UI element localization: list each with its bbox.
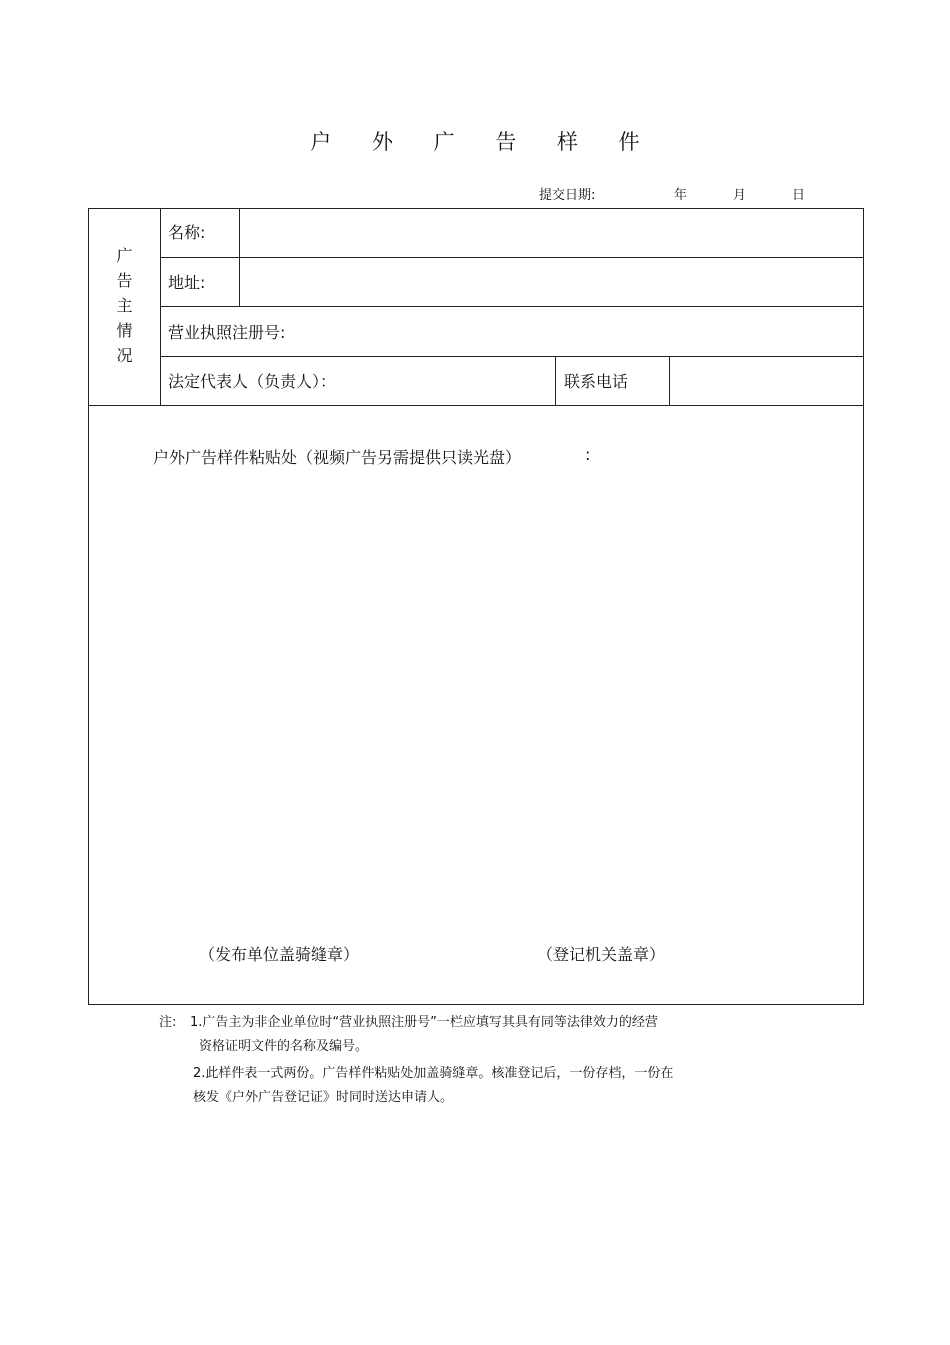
phone-divider-right (669, 356, 670, 405)
section-divider-vertical (160, 209, 161, 405)
license-number-label: 营业执照注册号: (168, 323, 286, 342)
note-1-line-1: 1.广告主为非企业单位时“营业执照注册号”一栏应填写其具有同等法律效力的经营 (190, 1015, 658, 1030)
phone-divider-left (555, 356, 556, 405)
row-divider-2 (160, 306, 863, 307)
document-title: 户 外 广 告 样 件 (310, 130, 657, 154)
legal-representative-label: 法定代表人（负责人）： (168, 372, 337, 391)
address-label: 地址: (168, 273, 206, 292)
submit-date-month: 月 (733, 188, 747, 203)
note-2-line-2: 核发《户外广告登记证》时同时送达申请人。 (193, 1090, 454, 1105)
label-divider-vertical (239, 209, 240, 307)
row-divider-1 (160, 257, 863, 258)
advertiser-section-label (89, 243, 160, 368)
publisher-seal-label: （发布单位盖骑缝章） (199, 945, 360, 964)
sample-paste-label: 户外广告样件粘贴处（视频广告另需提供只读光盘） (153, 448, 522, 467)
section-divider-horizontal (89, 405, 863, 406)
name-label: 名称: (168, 223, 206, 242)
row-divider-3 (160, 356, 863, 357)
name-field[interactable] (241, 211, 861, 255)
advertiser-label-char: 广 (116, 246, 133, 265)
legal-representative-field[interactable] (364, 359, 553, 403)
note-1-line-2: 资格证明文件的名称及编号。 (199, 1039, 369, 1054)
advertiser-label-char: 情 (116, 321, 133, 340)
sample-paste-colon: : (585, 445, 591, 464)
ad-sample-form (88, 208, 864, 1005)
notes-prefix: 注: (159, 1015, 177, 1030)
license-number-field[interactable] (304, 309, 860, 353)
advertiser-label-char: 况 (116, 346, 133, 365)
note-2-line-1: 2.此样件表一式两份。广告样件粘贴处加盖骑缝章。核准登记后，一份存档，一份在 (193, 1066, 674, 1081)
registry-seal-label: （登记机关盖章） (537, 945, 666, 964)
advertiser-label-char: 主 (116, 296, 133, 315)
phone-field[interactable] (671, 359, 861, 403)
sample-paste-area[interactable] (90, 474, 862, 934)
address-field[interactable] (241, 260, 861, 304)
submit-date-day: 日 (792, 188, 806, 203)
submit-date-year: 年 (674, 188, 688, 203)
phone-label: 联系电话 (564, 372, 629, 391)
submit-date-label: 提交日期: (539, 188, 596, 203)
advertiser-label-char: 告 (116, 271, 133, 290)
